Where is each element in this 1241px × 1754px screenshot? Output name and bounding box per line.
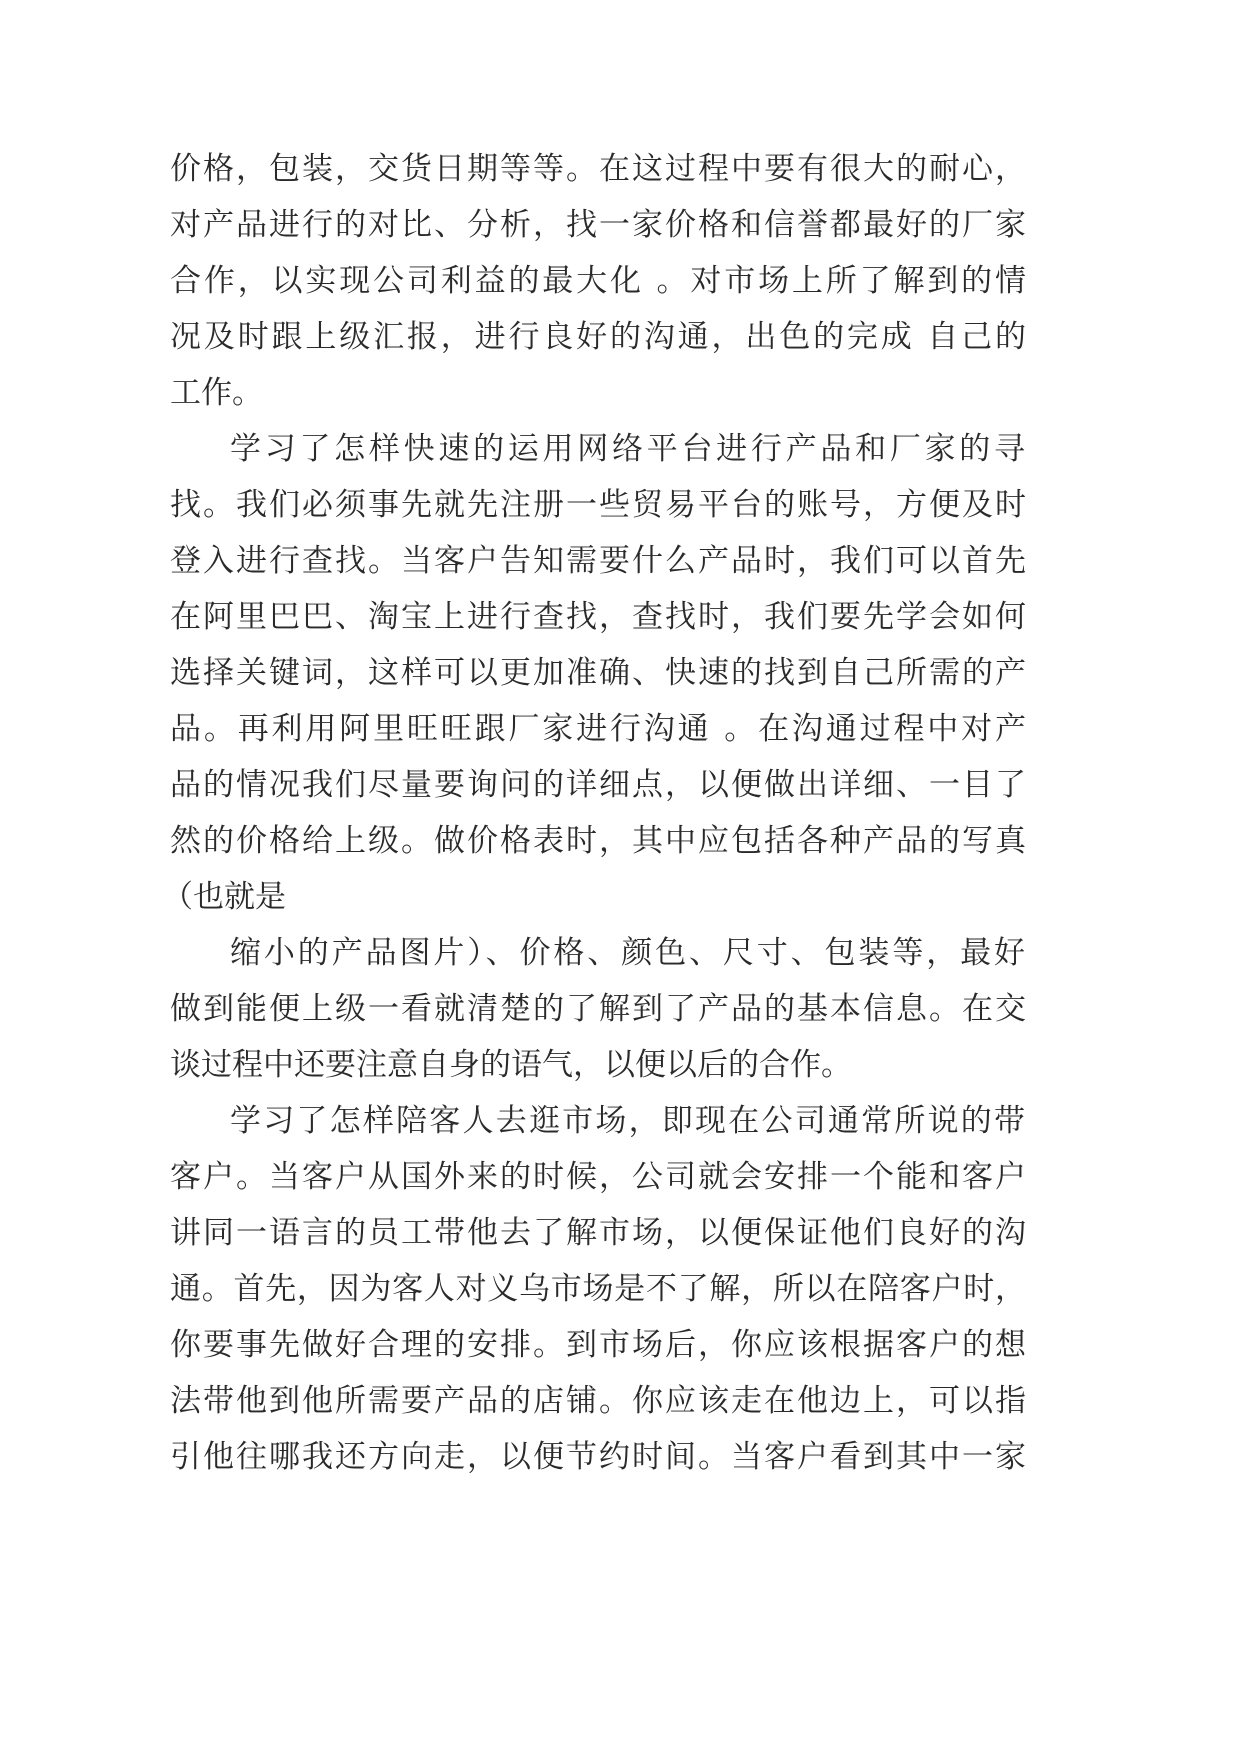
text-line-21: 通。首先，因为客人对义乌市场是不了解，所以在陪客户时， (170, 1271, 1026, 1307)
text-line-18: 学习了怎样陪客人去逛市场，即现在公司通常所说的带 (230, 1103, 1025, 1139)
text-line-6: 学习了怎样快速的运用网络平台进行产品和厂家的寻 (230, 431, 1025, 467)
text-line-15: 缩小的产品图片）、价格、颜色、尺寸、包装等，最好 (230, 935, 1025, 971)
text-line-9: 在阿里巴巴、淘宝上进行查找，查找时，我们要先学会如何 (170, 599, 1026, 635)
text-line-12: 品的情况我们尽量要询问的详细点，以便做出详细、一目了 (170, 767, 1026, 803)
text-line-19: 客户。当客户从国外来的时候，公司就会安排一个能和客户 (170, 1159, 1026, 1195)
text-line-11: 品。再利用阿里旺旺跟厂家进行沟通 。在沟通过程中对产 (170, 711, 1026, 747)
text-line-3: 合作，以实现公司利益的最大化 。对市场上所了解到的情 (170, 263, 1026, 299)
text-line-20: 讲同一语言的员工带他去了解市场，以便保证他们良好的沟 (170, 1215, 1026, 1251)
text-line-7: 找。我们必须事先就先注册一些贸易平台的账号，方便及时 (170, 487, 1026, 523)
text-line-22: 你要事先做好合理的安排。到市场后，你应该根据客户的想 (170, 1327, 1026, 1363)
text-line-14: （也就是 (162, 879, 286, 915)
text-line-10: 选择关键词，这样可以更加准确、快速的找到自己所需的产 (170, 655, 1026, 691)
text-line-17: 谈过程中还要注意自身的语气，以便以后的合作。 (170, 1047, 852, 1083)
text-line-8: 登入进行查找。当客户告知需要什么产品时，我们可以首先 (170, 543, 1026, 579)
text-line-16: 做到能便上级一看就清楚的了解到了产品的基本信息。在交 (170, 991, 1026, 1027)
text-line-23: 法带他到他所需要产品的店铺。你应该走在他边上，可以指 (170, 1383, 1026, 1419)
text-line-13: 然的价格给上级。做价格表时，其中应包括各种产品的写真 (170, 823, 1026, 859)
text-line-4: 况及时跟上级汇报，进行良好的沟通，出色的完成 自己的 (170, 319, 1026, 355)
text-line-2: 对产品进行的对比、分析，找一家价格和信誉都最好的厂家 (170, 207, 1026, 243)
text-line-24: 引他往哪我还方向走，以便节约时间。当客户看到其中一家 (170, 1439, 1026, 1475)
text-line-5: 工作。 (170, 375, 263, 411)
text-line-1: 价格，包装，交货日期等等。在这过程中要有很大的耐心， (170, 151, 1026, 187)
